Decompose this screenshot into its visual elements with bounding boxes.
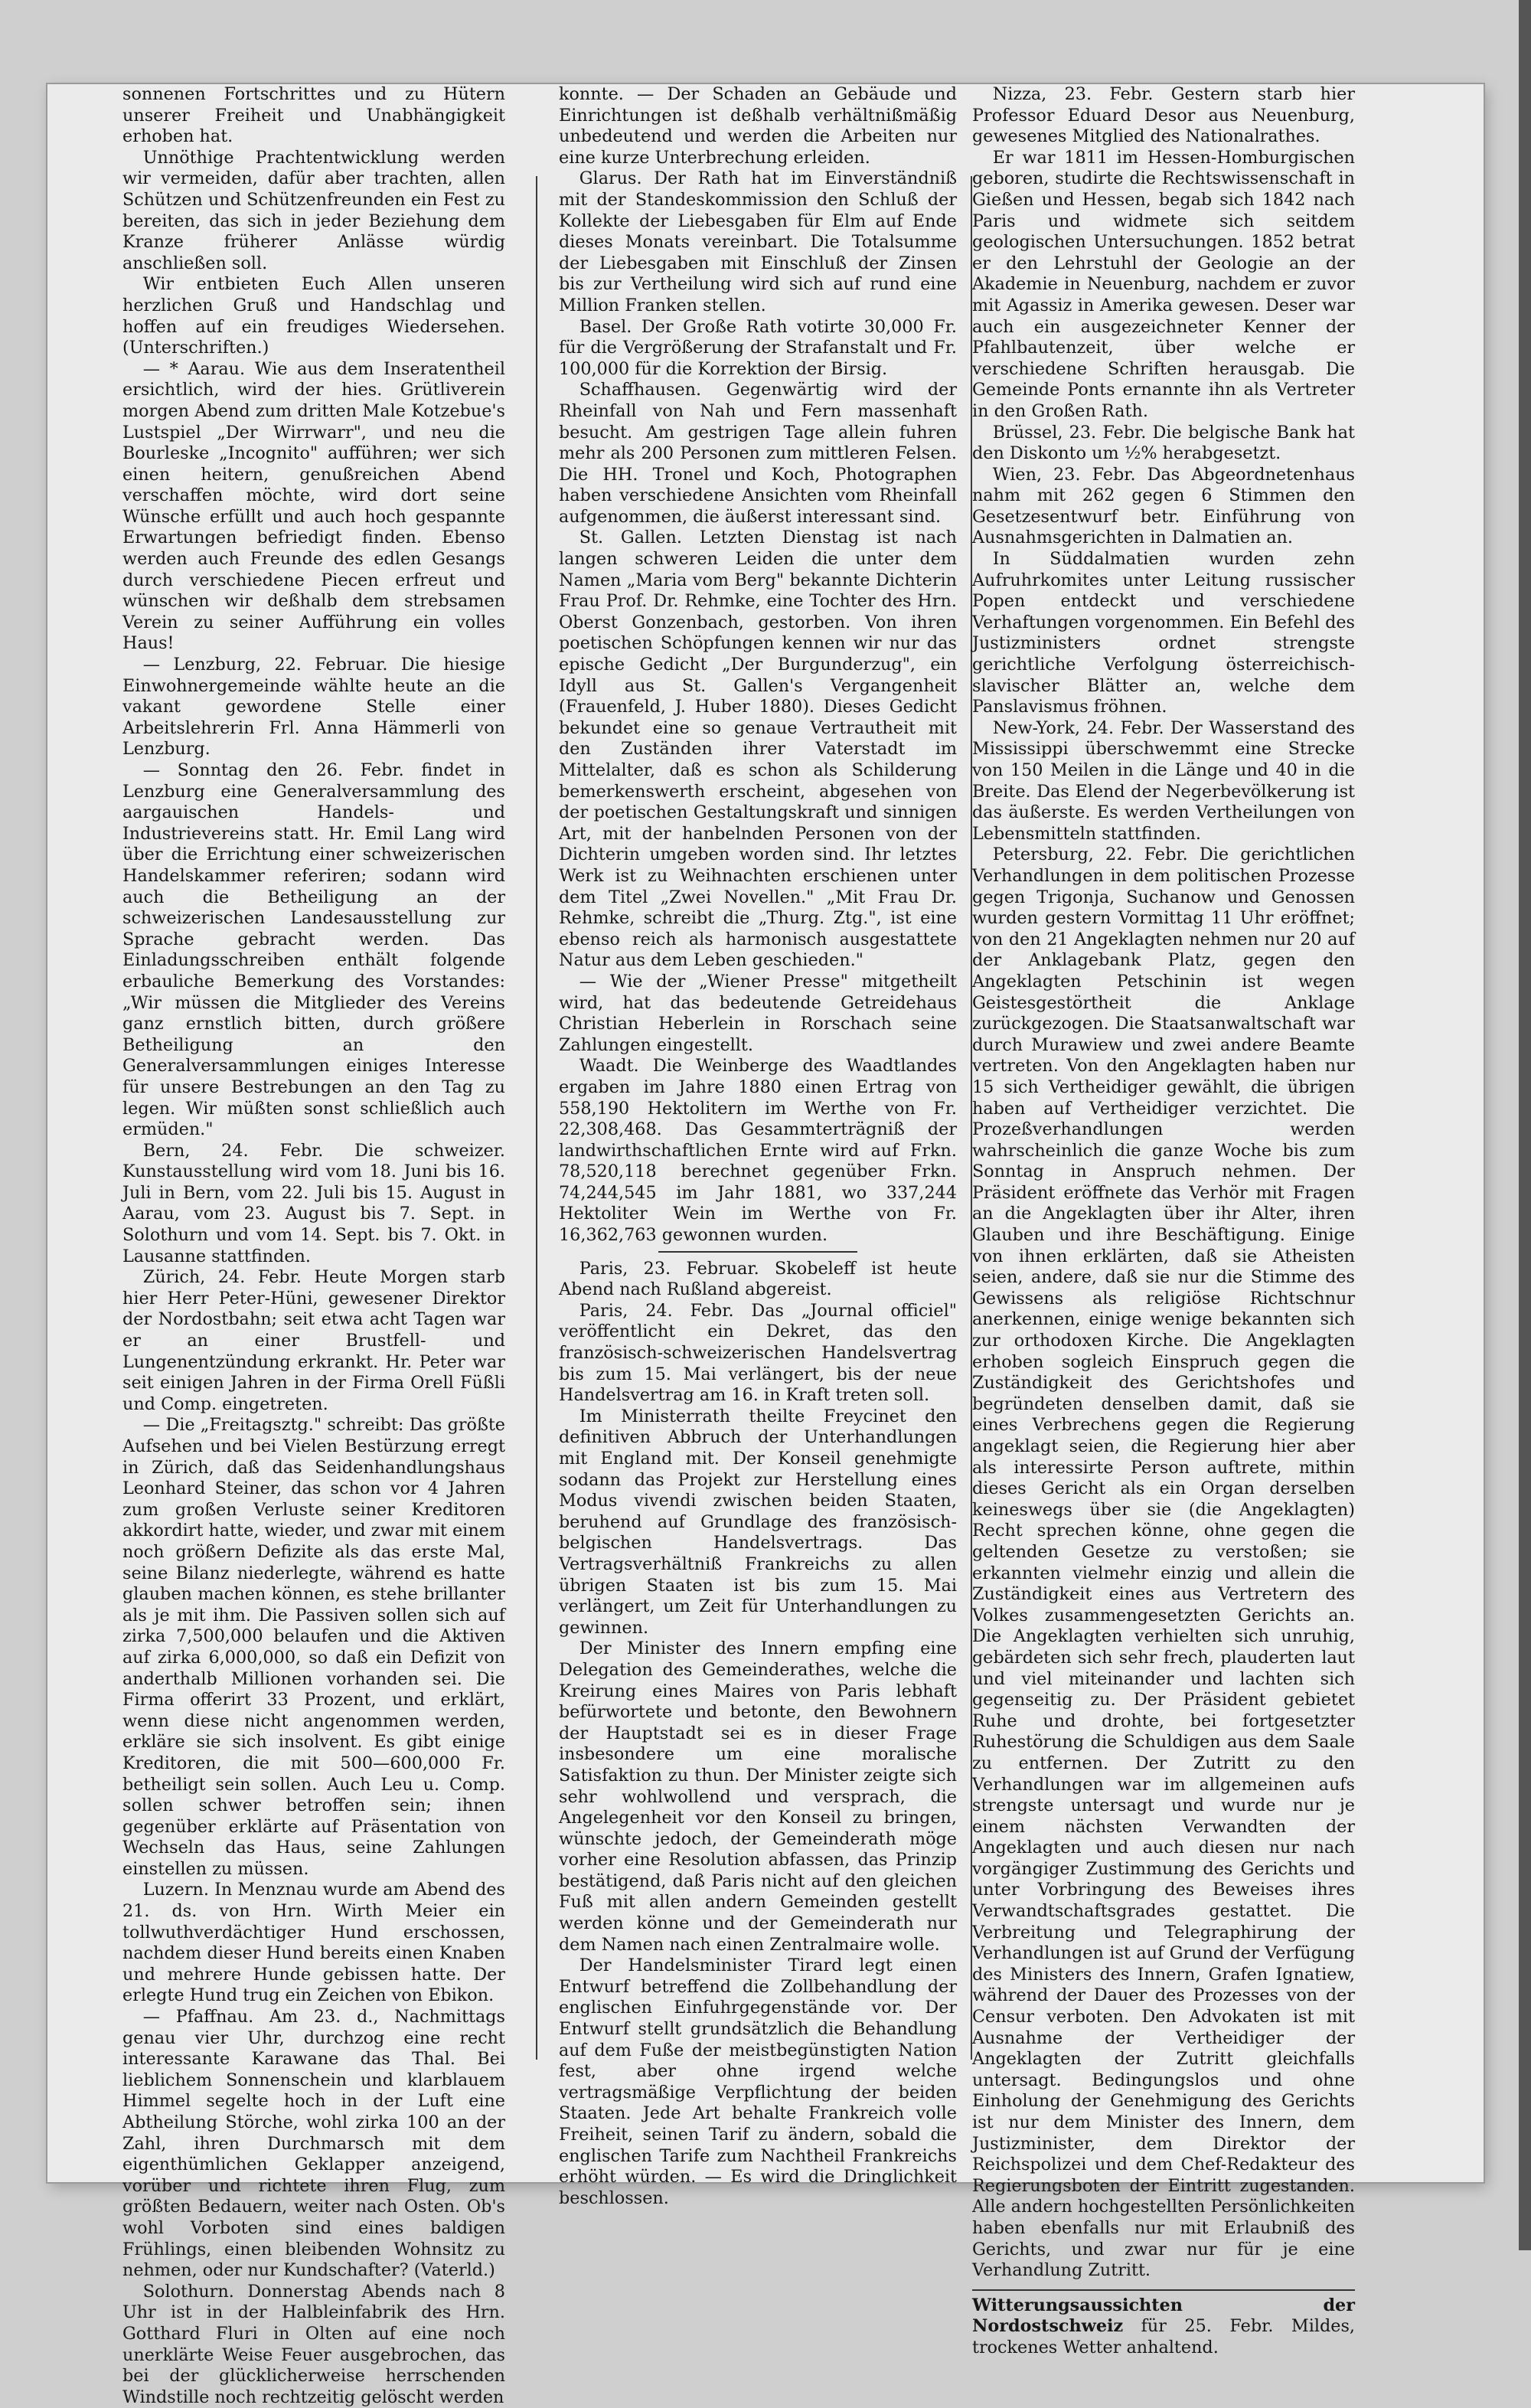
article-paragraph: New-York, 24. Febr. Der Wasserstand des Mississippi überschwemmt eine Strecke von 150 Meilen in die Länge und 40 in die Breite. Das Elend der Negerbevölkerung ist das äußerste. Es werden Vertheilungen von Lebensmitteln stattfinden. [972,717,1355,844]
article-paragraph: Der Minister des Innern empfing eine Delegation des Gemeinderathes, welche die Kreirung eines Maires von Paris lebhaft befürwortete und betonte, den Bewohnern der Hauptstadt sei es in dieser Frage insbesondere um eine moralische Satisfaktion zu thun. Der Minister zeigte sich sehr wohlwollend und versprach, die Angelegenheit vor den Konseil zu bringen, wünschte jedoch, der Gemeinderath möge vorher eine Resolution abfassen, das Prinzip bestätigend, daß Paris nicht auf den gleichen Fuß mit allen andern Gemeinden gestellt werden könne und der Gemeinderath nur dem Namen nach einen Zentralmaire wolle. [559,1639,957,1955]
column-1 [122,84,505,2408]
article-paragraph: Der Handelsminister Tirard legt einen Entwurf betreffend die Zollbehandlung der englischen Einfuhrgegenstände vor. Der Entwurf stellt grundsätzlich die Behandlung auf dem Fuße der meistbegünstigten Nation fest, aber ohne irgend welche vertragsmäßige Verpflichtung der beiden Staaten. Jede Art behalte Frankreich volle Freiheit, seinen Tarif zu ändern, sobald die englischen Tarife zum Nachtheil Frankreichs erhöht würden. — Es wird die Dringlichkeit beschlossen. [559,1955,957,2208]
weather-label: Witterungsaussichten der Nordostschweiz [972,2295,1355,2337]
article-paragraph: Zürich, 24. Febr. Heute Morgen starb hier Herr Peter-Hüni, gewesener Direktor der Nordostbahn; seit etwa acht Tagen war er an einer Brustfell- und Lungenentzündung erkrankt. Hr. Peter war seit einigen Jahren in der Firma Orell Füßli und Comp. eingetreten. [122,1267,505,1414]
article-paragraph: — Lenzburg, 22. Februar. Die hiesige Einwohnergemeinde wählte heute an die vakant gewordene Stelle einer Arbeitslehrerin Frl. Anna Hämmerli von Lenzburg. [122,655,505,760]
article-paragraph: St. Gallen. Letzten Dienstag ist nach langen schweren Leiden die unter dem Namen „Maria vom Berg" bekannte Dichterin Frau Prof. Dr. Rehmke, eine Tochter des Hrn. Oberst Gonzenbach, gestorben. Von ihren poetischen Schöpfungen kennen wir nur das epische Gedicht „Der Burgunderzug", ein Idyll aus St. Gallen's Vergangenheit (Frauenfeld, J. Huber 1880). Dieses Gedicht bekundet eine so genaue Vertrautheit mit den Zuständen ihrer Vaterstadt im Mittelalter, daß es schon als Schilderung bemerkenswerth erscheint, abgesehen von der poetischen Gestaltungskraft und sinnigen Art, mit der hanbelnden Personen von der Dichterin umgeben worden sind. Ihr letztes Werk ist zu Weihnachten erschienen unter dem Titel „Zwei Novellen." „Mit Frau Dr. Rehmke, schreibt die „Thurg. Ztg.", ist eine ebenso reich als harmonisch ausgestattete Natur aus dem Leben geschieden." [559,528,957,971]
article-paragraph: Wien, 23. Febr. Das Abgeordnetenhaus nahm mit 262 gegen 6 Stimmen den Gesetzesentwurf betr. Einführung von Ausnahmsgerichten in Dalmatien an. [972,464,1355,548]
article-paragraph: Unnöthige Prachtentwicklung werden wir vermeiden, dafür aber trachten, allen Schützen und Schützenfreunden ein Fest zu bereiten, das sich in jeder Beziehung dem Kranze früherer Anlässe würdig anschließen soll. [122,147,505,273]
section-divider [658,1251,857,1253]
column-rule-1 [536,176,537,2060]
article-paragraph: — Sonntag den 26. Febr. findet in Lenzburg eine Generalversammlung des aargauischen Handels- und Industrievereins statt. Hr. Emil Lang wird über die Errichtung einer schweizerischen Handelskammer referiren; sodann wird auch die Betheiligung an der schweizerischen Landesausstellung zur Sprache gebracht werden. Das Einladungsschreiben enthält folgende erbauliche Bemerkung des Vorstandes: „Wir müssen die Mitglieder des Vereins ganz ernstlich bitten, durch größere Betheiligung an den Generalversammlungen einiges Interesse für unsere Bestrebungen an den Tag zu legen. Wir müßten sonst schließlich auch ermüden." [122,760,505,1140]
article-paragraph: Schaffhausen. Gegenwärtig wird der Rheinfall von Nah und Fern massenhaft besucht. Am gestrigen Tage allein fuhren mehr als 200 Personen zum mittleren Felsen. Die HH. Tronel und Koch, Photographen haben verschiedene Ansichten vom Rheinfall aufgenommen, die äußerst interessant sind. [559,380,957,527]
article-paragraph: Wir entbieten Euch Allen unseren herzlichen Gruß und Handschlag und hoffen auf ein freudiges Wiedersehen. (Unterschriften.) [122,274,505,358]
scan-edge [1519,0,1531,2250]
article-paragraph: In Süddalmatien wurden zehn Aufruhrkomites unter Leitung russischer Popen entdeckt und verschiedene Verhaftungen vorgenommen. Ein Befehl des Justizministers ordnet strengste gerichtliche Verfolgung österreichisch-slavischer Blätter an, welche dem Panslavismus fröhnen. [972,549,1355,717]
article-paragraph: Im Ministerrath theilte Freycinet den definitiven Abbruch der Unterhandlungen mit England mit. Der Konseil genehmigte sodann das Projekt zur Herstellung eines Modus vivendi zwischen beiden Staaten, beruhend auf Grundlage des französisch-belgischen Handelsvertrags. Das Vertragsverhältniß Frankreichs zu allen übrigen Staaten ist bis zum 15. Mai verlängert, um Zeit für Unterhandlungen zu gewinnen. [559,1406,957,1638]
article-paragraph: — * Aarau. Wie aus dem Inseratentheil ersichtlich, wird der hies. Grütliverein morgen Abend zum dritten Male Kotzebue's Lustspiel „Der Wirrwarr", und neu die Bourleske „Incognito" aufführen; wer sich einen heitern, genußreichen Abend verschaffen möchte, wird dort seine Wünsche erfüllt und auch hoch gespannte Erwartungen befriedigt finden. Ebenso werden auch Freunde des edlen Gesangs durch verschiedene Piecen erfreut und wünschen wir deßhalb dem strebsamen Verein zu seiner Aufführung ein volles Haus! [122,358,505,654]
article-paragraph: Paris, 24. Febr. Das „Journal officiel" veröffentlicht ein Dekret, das den französisch-schweizerischen Handelsvertrag bis zum 15. Mai verlängert, bis der neue Handelsvertrag am 16. in Kraft treten soll. [559,1300,957,1406]
weather-text: für 25. Febr. Mildes, trockenes Wetter anhaltend. [972,2316,1355,2357]
column-3 [972,84,1355,2359]
article-paragraph: Nizza, 23. Febr. Gestern starb hier Professor Eduard Desor aus Neuenburg, gewesenes Mitglied des Nationalrathes. [972,84,1355,147]
article-paragraph: Er war 1811 im Hessen-Homburgischen geboren, studirte die Rechtswissenschaft in Gießen und Hessen, begab sich 1842 nach Paris und widmete sich seitdem geologischen Untersuchungen. 1852 betrat er den Lehrstuhl der Geologie an der Akademie in Neuenburg, nachdem er zuvor mit Agassiz in Amerika gewesen. Deser war auch ein ausgezeichneter Kenner der Pfahlbautenzeit, über welche er verschiedene Schriften herausgab. Die Gemeinde Ponts ernannte ihn als Vertreter in den Großen Rath. [972,147,1355,421]
article-paragraph: Brüssel, 23. Febr. Die belgische Bank hat den Diskonto um ½% herabgesetzt. [972,422,1355,464]
article-paragraph: Bern, 24. Febr. Die schweizer. Kunstausstellung wird vom 18. Juni bis 16. Juli in Bern, vom 22. Juli bis 15. August in Aarau, vom 23. August bis 7. Sept. in Solothurn und vom 14. Sept. bis 7. Okt. in Lausanne stattfinden. [122,1140,505,1266]
column-2 [559,84,957,2209]
article-paragraph: Luzern. In Menznau wurde am Abend des 21. ds. von Hrn. Wirth Meier ein tollwuthverdächtiger Hund erschossen, nachdem dieser Hund bereits einen Knaben und mehrere Hunde gebissen hatte. Der erlegte Hund trug ein Zeichen von Ebikon. [122,1880,505,2006]
article-paragraph: Solothurn. Donnerstag Abends nach 8 Uhr ist in der Halbleinfabrik des Hrn. Gotthard Fluri in Olten auf eine noch unerklärte Weise Feuer ausgebrochen, das bei der glücklicherweise herrschenden Windstille noch rechtzeitig gelöscht werden [122,2281,505,2407]
article-paragraph: sonnenen Fortschrittes und zu Hütern unserer Freiheit und Unabhängigkeit erhoben hat. [122,84,505,147]
article-paragraph: Basel. Der Große Rath votirte 30,000 Fr. für die Vergrößerung der Strafanstalt und Fr. 100,000 für die Korrektion der Birsig. [559,316,957,379]
article-paragraph: Paris, 23. Februar. Skobeleff ist heute Abend nach Rußland abgereist. [559,1258,957,1300]
article-paragraph: — Pfaffnau. Am 23. d., Nachmittags genau vier Uhr, durchzog eine recht interessante Karawane das Thal. Bei lieblichem Sonnenschein und klarblauem Himmel segelte hoch in der Luft eine Abtheilung Störche, wohl zirka 100 an der Zahl, ihren Durchmarsch mit dem eigenthümlichen Geklapper anzeigend, vorüber und richtete ihren Flug, zum größten Bedauern, weiter nach Osten. Ob's wohl Vorboten sind eines baldigen Frühlings, einen bleibenden Wohnsitz zu nehmen, oder nur Kundschafter? (Vaterld.) [122,2007,505,2281]
weather-forecast [972,2289,1355,2359]
article-paragraph: konnte. — Der Schaden an Gebäude und Einrichtungen ist deßhalb verhältnißmäßig unbedeutend und werden die Arbeiten nur eine kurze Unterbrechung erleiden. [559,84,957,168]
article-paragraph: — Die „Freitagsztg." schreibt: Das größte Aufsehen und bei Vielen Bestürzung erregt in Zürich, daß das Seidenhandlungshaus Leonhard Steiner, das schon vor 4 Jahren zum großen Verluste seiner Kreditoren akkordirt hatte, wieder, und zwar mit einem noch größern Defizite als das erste Mal, seine Bilanz niederlegte, während es hatte glauben machen können, es stehe brillanter als je mit ihm. Die Passiven sollen sich auf zirka 7,500,000 belaufen und die Aktiven auf zirka 6,000,000, so daß ein Defizit von anderthalb Millionen vorhanden sei. Die Firma offerirt 33 Prozent, und erklärt, wenn diese nicht angenommen werden, erkläre sie sich insolvent. Es gibt einige Kreditoren, die mit 500—600,000 Fr. betheiligt sein sollen. Auch Leu u. Comp. sollen schwer betroffen sein; ihnen gegenüber erklärte auf Präsentation von Wechseln das Haus, seine Zahlungen einstellen zu müssen. [122,1415,506,1879]
article-paragraph: Glarus. Der Rath hat im Einverständniß mit der Standeskommission den Schluß der Kollekte der Liebesgaben für Elm auf Ende dieses Monats vereinbart. Die Totalsumme der Liebesgaben mit Einschluß der Zinsen bis zur Vertheilung wird sich auf rund eine Million Franken stellen. [559,168,957,315]
article-paragraph: Petersburg, 22. Febr. Die gerichtlichen Verhandlungen in dem politischen Prozesse gegen Trigonja, Suchanow und Genossen wurden gestern Vormittag 11 Uhr eröffnet; von den 21 Angeklagten nehmen nur 20 auf der Anklagebank Platz, gegen den Angeklagten Petschinin ist wegen Geistesgestörtheit die Anklage zurückgezogen. Die Staatsanwaltschaft war durch Murawiew und zwei andere Beamte vertreten. Von den Angeklagten haben nur 15 sich Vertheidiger gewählt, die übrigen haben auf Vertheidiger verzichtet. Die Prozeßverhandlungen werden wahrscheinlich die ganze Woche bis zum Sonntag in Anspruch nehmen. Der Präsident eröffnete das Verhör mit Fragen an die Angeklagten über ihr Alter, ihren Glauben und ihre Beschäftigung. Einige von ihnen erklärten, daß sie Atheisten seien, andere, daß sie nur die Stimme des Gewissens als religiöse Richtschnur anerkennen, einige wenige bekannten sich zur orthodoxen Kirche. Die Angeklagten erhoben sogleich Einspruch gegen die Zuständigkeit des Gerichtshofes und begründeten denselben damit, daß sie eines Verbrechens gegen die Regierung angeklagt seien, die Regierung hier aber als interessirte Person auftrete, mithin dieses Gericht als ein Organ derselben keineswegs über sie (die Angeklagten) Recht sprechen könne, ohne gegen die geltenden Gesetze zu verstoßen; sie erkannten vielmehr einzig und allein die Zuständigkeit eines aus Vertretern des Volkes zusammengesetzten Gerichts an. Die Angeklagten verhielten sich unruhig, gebärdeten sich sehr frech, plauderten laut und viel miteinander und lachten sich gegenseitig zu. Der Präsident gebietet Ruhe und drohte, bei fortgesetzter Ruhestörung die Schuldigen aus dem Saale zu entfernen. Der Zutritt zu den Verhandlungen war im allgemeinen aufs strengste untersagt und wurde nur je einem nächsten Verwandten der Angeklagten und auch diesen nur nach vorgängiger Zustimmung des Gerichts und unter Vorbringung des Beweises ihres Verwandtschaftsgrades gestattet. Die Verbreitung und Telegraphirung der Verhandlungen ist auf Grund der Verfügung des Ministers des Innern, Grafen Ignatiew, während der Dauer des Prozesses von der Censur verboten. Den Advokaten ist mit Ausnahme der Vertheidiger der Angeklagten der Zutritt gleichfalls untersagt. Bedingungslos und ohne Einholung der Genehmigung des Gerichts ist nur dem Minister des Innern, dem Justizminister, dem Direktor der Reichspolizei und dem Chef-Redakteur des Regierungsboten der Eintritt zugestanden. Alle andern hochgestellten Persönlichkeiten haben ebenfalls nur mit Erlaubniß des Gerichts, und zwar nur für je eine Verhandlung Zutritt. [972,845,1355,2281]
article-paragraph: — Wie der „Wiener Presse" mitgetheilt wird, hat das bedeutende Getreidehaus Christian Heberlein in Rorschach seine Zahlungen eingestellt. [559,971,957,1055]
article-paragraph: Waadt. Die Weinberge des Waadtlandes ergaben im Jahre 1880 einen Ertrag von 558,190 Hektolitern im Werthe von Fr. 22,308,468. Das Gesammterträgniß der landwirthschaftlichen Ernte wird auf Frkn. 78,520,118 berechnet gegenüber Frkn. 74,244,545 im Jahr 1881, wo 337,244 Hektoliter Wein im Werthe von Fr. 16,362,763 gewonnen wurden. [559,1056,957,1246]
